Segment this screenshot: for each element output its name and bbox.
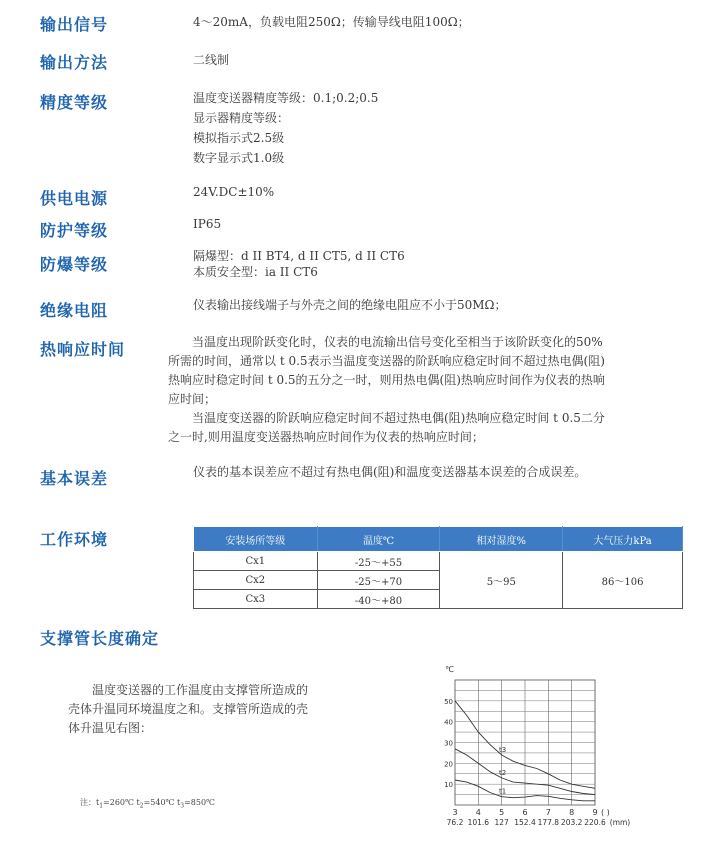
value-explosion-proof [193, 248, 405, 280]
support-note: 注：$t_1=260℃$ $t_2=540℃$ $t_3=850℃$ [80, 798, 215, 810]
header-temperature: 温度℃ [317, 527, 440, 552]
x-mm-tick-label: 101.6 [467, 818, 490, 827]
x-mm-tick-label: 203.2 [560, 818, 583, 827]
accuracy-line: 模拟指示式2.5级 [193, 131, 285, 145]
support-line: 体升温见右图： [68, 721, 153, 735]
x-unit-label: ( ) [601, 808, 610, 817]
label-environment: 工作环境 [40, 530, 109, 549]
header-pressure: 大气压力kPa [563, 527, 683, 552]
cell-temperature: -25～+55 [317, 552, 440, 571]
x-tick-label: 9 [592, 808, 598, 817]
y-tick-label: 50 [444, 697, 453, 706]
response-line: 当温度变送器的阶跃响应稳定时间不超过热电偶(阻)热响应稳定时间 t 0.5二分 [168, 411, 605, 425]
label-explosion-proof: 防爆等级 [40, 255, 109, 274]
response-paragraph [168, 333, 605, 447]
cell-temperature: -25～+70 [317, 571, 440, 590]
x-mm-tick-label: 220.6 [584, 818, 606, 827]
label-protection: 防护等级 [40, 221, 109, 240]
series-label-t1: t1 [499, 787, 507, 796]
value-output-method: 二线制 [193, 53, 230, 67]
response-line: 所需的时间，通常以 t 0.5表示当温度变送器的阶跃响应稳定时间不超过热电偶(阻) [168, 354, 605, 368]
support-paragraph [68, 681, 308, 738]
y-tick-label: 20 [444, 760, 453, 769]
label-insulation: 绝缘电阻 [40, 301, 109, 320]
y-tick-label: 10 [444, 781, 453, 790]
value-accuracy [193, 88, 378, 168]
cell-humidity: 5～95 [440, 552, 563, 609]
label-output-method: 输出方法 [40, 53, 109, 72]
response-line: 热响应时稳定时间 t 0.5的五分之一时，则用热电偶(阻)热响应时间作为仪表的热响 [168, 373, 605, 387]
x-mm-unit-label: (mm) [609, 818, 631, 827]
x-mm-tick-label: 177.8 [537, 818, 560, 827]
x-mm-tick-label: 127 [494, 818, 509, 827]
x-tick-label: 6 [522, 808, 528, 817]
value-output-signal: 4～20mA，负载电阻250Ω；传输导线电阻100Ω； [193, 15, 470, 29]
x-tick-label: 8 [569, 808, 575, 817]
cell-grade: Cx1 [194, 552, 318, 571]
response-line: 之一时,则用温度变送器热响应时间作为仪表的热响应时间； [168, 430, 484, 444]
label-basic-error: 基本误差 [40, 469, 109, 488]
x-mm-tick-label: 152.4 [514, 818, 536, 827]
accuracy-line: 数字显示式1.0级 [193, 151, 285, 165]
x-mm-tick-label: 76.2 [446, 818, 464, 827]
x-tick-label: 4 [475, 808, 481, 817]
header-grade: 安装场所等级 [194, 527, 318, 552]
x-tick-label: 7 [545, 808, 551, 817]
support-line: 温度变送器的工作温度由支撑管所造成的 [68, 683, 309, 697]
explosion-line: 本质安全型：ia II CT6 [193, 265, 318, 279]
cell-temperature: -40～+80 [317, 590, 440, 609]
value-basic-error: 仪表的基本误差应不超过有热电偶(阻)和温度变送器基本误差的合成误差。 [193, 465, 587, 479]
value-insulation: 仪表输出接线端子与外壳之间的绝缘电阻应不小于50MΩ； [193, 298, 507, 312]
accuracy-line: 温度变送器精度等级：0.1;0.2;0.5 [193, 91, 379, 105]
support-line: 壳体升温同环境温度之和。支撑管所造成的壳 [68, 702, 309, 716]
cell-pressure: 86～106 [563, 552, 683, 609]
label-power-supply: 供电电源 [40, 189, 109, 208]
y-tick-label: 40 [444, 718, 453, 727]
response-line: 应时间； [168, 392, 217, 406]
environment-table [193, 526, 683, 609]
table-header-row [194, 527, 683, 552]
value-power-supply: 24V.DC±10% [193, 185, 275, 199]
explosion-line: 隔爆型：d II BT4, d II CT5, d II CT6 [193, 249, 405, 263]
series-label-t2: t2 [499, 768, 507, 777]
response-line: 当温度出现阶跃变化时，仪表的电流输出信号变化至相当于该阶跃变化的50% [168, 335, 603, 349]
cell-grade: Cx2 [194, 571, 318, 590]
temperature-rise-chart [425, 660, 675, 840]
label-output-signal: 输出信号 [40, 15, 109, 34]
label-support-tube: 支撑管长度确定 [40, 629, 160, 648]
y-axis-label: ℃ [445, 665, 454, 674]
header-humidity: 相对湿度% [440, 527, 563, 552]
series-label-t3: t3 [499, 746, 507, 754]
accuracy-line: 显示器精度等级： [193, 111, 290, 125]
label-accuracy: 精度等级 [40, 93, 109, 112]
y-tick-label: 30 [444, 739, 453, 748]
table-row [194, 552, 683, 571]
x-tick-label: 5 [499, 808, 505, 817]
cell-grade: Cx3 [194, 590, 318, 609]
value-protection: IP65 [193, 217, 222, 231]
label-response-time: 热响应时间 [40, 340, 126, 359]
x-tick-label: 3 [452, 808, 458, 817]
